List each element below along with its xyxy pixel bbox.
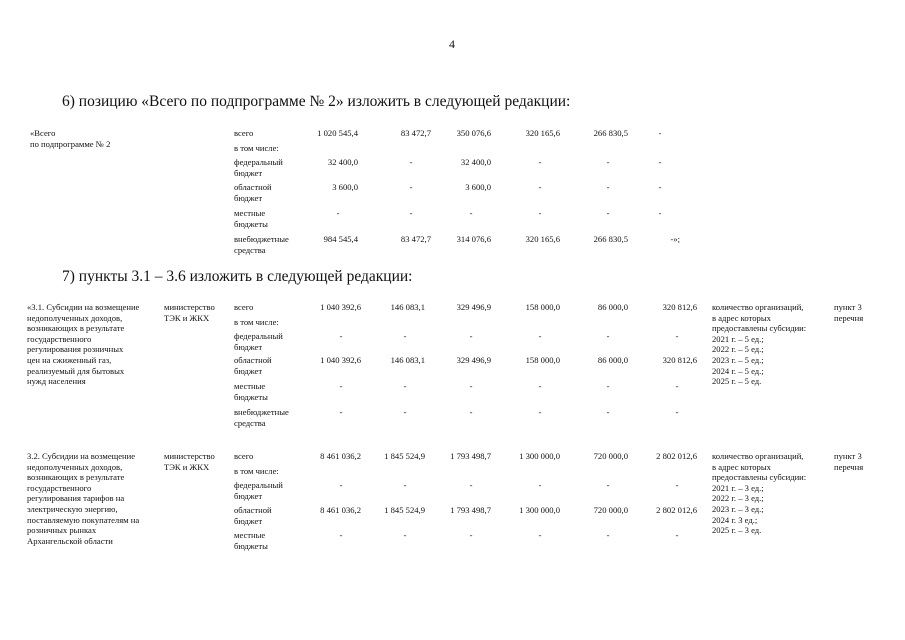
sec6-cell: 3 600,0	[465, 182, 491, 192]
sec6-cell: 350 076,6	[456, 128, 491, 138]
item-3-2-cell: -	[675, 530, 679, 540]
item-3-1-cell: 329 496,9	[456, 355, 491, 365]
item-3-2-cell: -	[606, 530, 610, 540]
sec6-cell: -	[606, 182, 610, 192]
sec6-row-label: местные бюджеты	[234, 208, 268, 229]
item-3-1-cell: -	[538, 407, 542, 417]
item-3-2-cell: -	[606, 480, 610, 490]
item-3-1-indicator: количество организаций, в адрес которых предоставлены субсидии: 2021 г. – 5 ед.; 2022 г. – 5 ед.; 2023 г. – 5 ед.; 2024 г. – 5 ед.; 2025 г. – 5 ед.	[712, 302, 807, 387]
sec6-row-label: всего	[234, 128, 254, 138]
item-3-1-row-label: в том числе:	[234, 317, 279, 327]
sec6-cell: -	[409, 157, 413, 167]
sec6-cell: -	[658, 128, 662, 138]
item-3-2-row-label: федеральный бюджет	[234, 480, 283, 501]
item-3-2-cell: -	[538, 530, 542, 540]
item-3-2-cell: 1 845 524,9	[384, 505, 425, 515]
item-3-2-cell: 1 793 498,7	[450, 451, 491, 461]
item-3-2-cell: 720 000,0	[593, 505, 628, 515]
item-3-1-cell: 158 000,0	[525, 355, 560, 365]
item-3-2-cell: 2 802 012,6	[656, 505, 697, 515]
item-3-1-cell: 320 812,6	[662, 302, 697, 312]
item-3-2-row-label: всего	[234, 451, 254, 461]
item-3-1-cell: -	[339, 331, 343, 341]
sec6-cell: 32 400,0	[327, 157, 358, 167]
sec6-row-label: внебюджетные средства	[234, 234, 289, 255]
item-3-1-cell: -	[675, 407, 679, 417]
sec6-row-label: в том числе:	[234, 143, 279, 153]
item-3-1-row-label: федеральный бюджет	[234, 331, 283, 352]
item-3-1-cell: 1 040 392,6	[320, 302, 361, 312]
sec6-cell: -	[606, 157, 610, 167]
item-3-2-cell: 8 461 036,2	[320, 451, 361, 461]
item-3-2-row-label: в том числе:	[234, 466, 279, 476]
item-3-2-cell: -	[339, 480, 343, 490]
sec6-cell: -	[658, 182, 662, 192]
item-3-2-cell: -	[469, 480, 473, 490]
item-3-1-cell: 1 040 392,6	[320, 355, 361, 365]
sec6-cell: 266 830,5	[593, 128, 628, 138]
item-3-2-cell: -	[675, 480, 679, 490]
item-3-1-title: «3.1. Субсидии на возмещение недополученных доходов, возникающих в результате государственного регулирования розничных цен на сжиженный газ, реализуемый для бытовых нужд населения	[27, 302, 140, 387]
item-3-2-reference: пункт 3 перечня	[834, 451, 864, 472]
item-3-2-cell: -	[469, 530, 473, 540]
sec6-cell: 1 020 545,4	[317, 128, 358, 138]
item-3-1-cell: 329 496,9	[456, 302, 491, 312]
sec6-row-label: федеральный бюджет	[234, 157, 283, 178]
item-3-1-row-label: местные бюджеты	[234, 381, 268, 402]
sec6-cell: 320 165,6	[525, 128, 560, 138]
sec6-cell: -	[409, 208, 413, 218]
item-3-1-cell: -	[538, 331, 542, 341]
item-3-2-cell: 2 802 012,6	[656, 451, 697, 461]
item-3-1-cell: -	[675, 331, 679, 341]
item-3-1-cell: -	[606, 381, 610, 391]
item-3-2-cell: 720 000,0	[593, 451, 628, 461]
item-3-2-cell: -	[339, 530, 343, 540]
sec6-cell: -	[538, 157, 542, 167]
item-3-1-cell: -	[403, 331, 407, 341]
sec6-cell: -	[538, 208, 542, 218]
item-3-2-row-label: областной бюджет	[234, 505, 272, 526]
item-3-2-cell: -	[403, 480, 407, 490]
item-3-1-cell: 146 083,1	[390, 355, 425, 365]
item-3-1-executor: министерство ТЭК и ЖКХ	[164, 302, 215, 323]
sec6-cell: -	[336, 208, 340, 218]
item-3-2-cell: 1 793 498,7	[450, 505, 491, 515]
item-3-1-cell: 158 000,0	[525, 302, 560, 312]
sec6-title: «Всего по подпрограмме № 2	[30, 128, 111, 149]
sec6-cell: -	[658, 157, 662, 167]
item-3-2-cell: -	[538, 480, 542, 490]
sec6-cell: -	[409, 182, 413, 192]
item-3-1-reference: пункт 3 перечня	[834, 302, 864, 323]
sec6-cell: -»;	[670, 234, 680, 244]
item-3-1-row-label: внебюджетные средства	[234, 407, 289, 428]
item-3-1-cell: -	[538, 381, 542, 391]
item-3-2-cell: 8 461 036,2	[320, 505, 361, 515]
item-3-2-cell: -	[403, 530, 407, 540]
item-3-1-cell: -	[469, 407, 473, 417]
item-3-1-cell: 86 000,0	[597, 355, 628, 365]
sec6-cell: 314 076,6	[456, 234, 491, 244]
sec6-cell: 3 600,0	[332, 182, 358, 192]
item-3-1-cell: 86 000,0	[597, 302, 628, 312]
sec6-cell: -	[538, 182, 542, 192]
item-3-1-cell: -	[403, 381, 407, 391]
sec6-cell: 83 472,7	[400, 234, 431, 244]
sec6-cell: 984 545,4	[323, 234, 358, 244]
item-3-2-indicator: количество организаций, в адрес которых предоставлены субсидии: 2021 г. – 3 ед.; 2022 г. – 3 ед.; 2023 г. – 3 ед.; 2024 г. 3 ед.; 2025 г. – 3 ед.	[712, 451, 807, 536]
item-3-2-cell: 1 300 000,0	[519, 451, 560, 461]
item-3-1-cell: -	[606, 407, 610, 417]
item-3-1-cell: -	[469, 381, 473, 391]
sec6-row-label: областной бюджет	[234, 182, 272, 203]
item-3-1-row-label: областной бюджет	[234, 355, 272, 376]
sec6-cell: 83 472,7	[400, 128, 431, 138]
item-3-1-cell: 146 083,1	[390, 302, 425, 312]
item-3-1-row-label: всего	[234, 302, 254, 312]
item-3-1-cell: -	[469, 331, 473, 341]
section-6-heading: 6) позицию «Всего по подпрограмме № 2» изложить в следующей редакции:	[62, 93, 571, 110]
sec6-cell: 266 830,5	[593, 234, 628, 244]
item-3-1-cell: -	[339, 407, 343, 417]
section-7-heading: 7) пункты 3.1 – 3.6 изложить в следующей редакции:	[62, 268, 413, 285]
item-3-2-executor: министерство ТЭК и ЖКХ	[164, 451, 215, 472]
item-3-2-cell: 1 300 000,0	[519, 505, 560, 515]
item-3-1-cell: -	[339, 381, 343, 391]
page-number: 4	[449, 37, 455, 51]
item-3-1-cell: -	[403, 407, 407, 417]
sec6-cell: -	[606, 208, 610, 218]
item-3-2-row-label: местные бюджеты	[234, 530, 268, 551]
item-3-2-title: 3.2. Субсидии на возмещение недополученных доходов, возникающих в результате государственного регулирования тарифов на электрическую энергию, поставляемую покупателям на розничных рынках Архангельской области	[27, 451, 140, 546]
sec6-cell: -	[469, 208, 473, 218]
item-3-1-cell: 320 812,6	[662, 355, 697, 365]
sec6-cell: -	[658, 208, 662, 218]
sec6-cell: 320 165,6	[525, 234, 560, 244]
item-3-1-cell: -	[675, 381, 679, 391]
item-3-1-cell: -	[606, 331, 610, 341]
sec6-cell: 32 400,0	[460, 157, 491, 167]
item-3-2-cell: 1 845 524,9	[384, 451, 425, 461]
